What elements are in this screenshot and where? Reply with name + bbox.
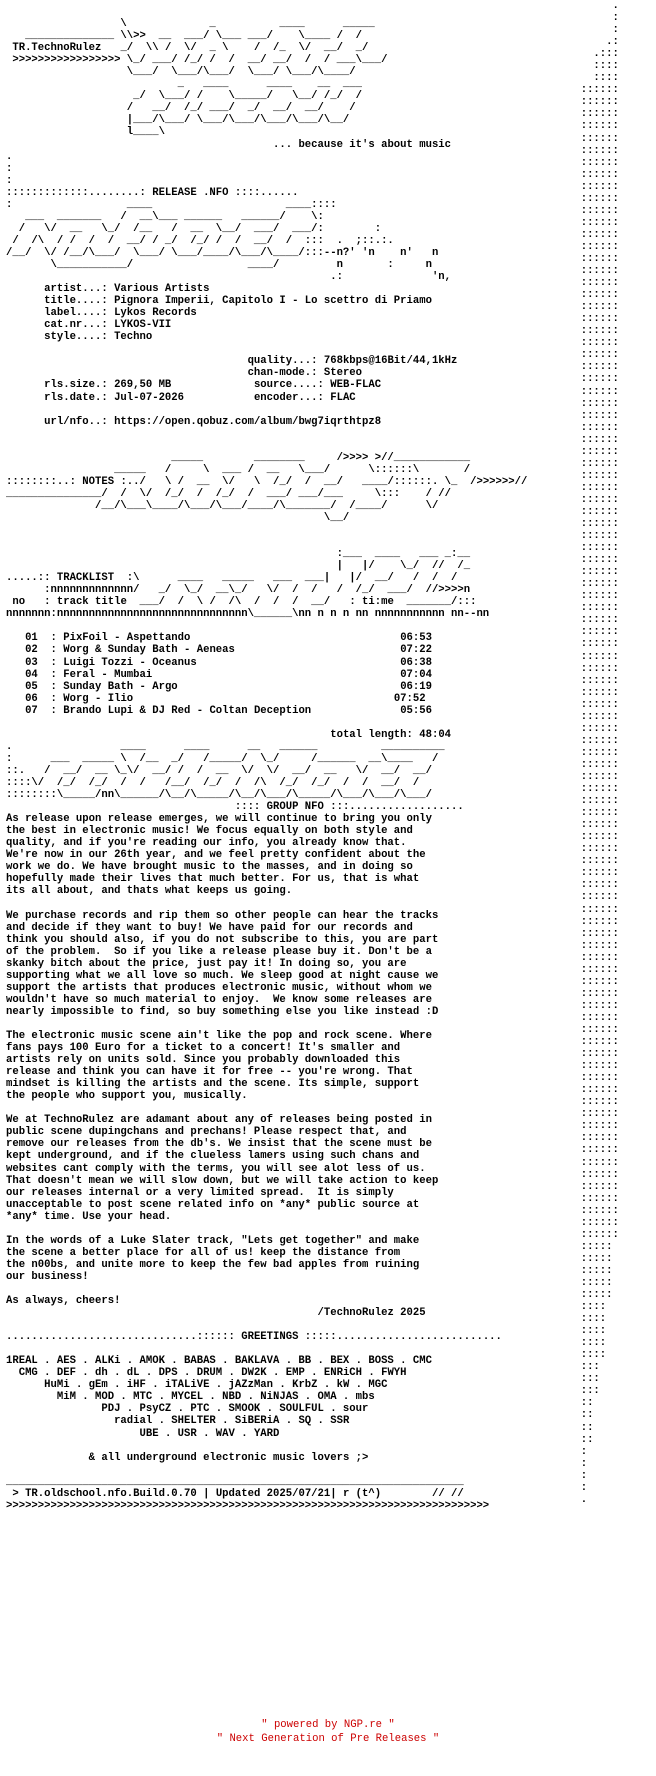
col-title: track title xyxy=(56,596,127,609)
title-value: Pignora Imperii, Capitolo I - Lo scettro di Priamo xyxy=(114,295,432,308)
col-no: no xyxy=(12,596,26,609)
greetings-closing: & all underground electronic music lovers ;> xyxy=(88,1451,369,1464)
footer xyxy=(0,1718,656,1746)
group-nfo-paragraph: The electronic music scene ain't like the pop and rock scene. Where fans pays 100 Euro for a ticket to a concert! It's smaller and artists rely on units sold. Since you probably downloaded this release and think you can have it for free -- you're wrong. That mindset is killing the artists and the scene. Its simple, support the people who support you, musically. xyxy=(6,1029,432,1103)
group-nfo-paragraph: In the words of a Luke Slater track, "Lets get together" and make the scene a better place for all of us! keep the distance from the n00bs, and unite more to keep the few bad apples from ruining our business! xyxy=(6,1234,420,1283)
greetings-block: ..............................:::::: GREETINGS :::::.......................... 1REAL . AES . ALKi . AMOK . BABAS . BAKLAVA . BB . BEX . BOSS . CMC CMG . DEF . dh . dL . DPS . DRUM . DW2K . EMP . ENRiCH . FWYH HuMi . gEm . iHF . iTALiVE . jAZzMan . KrbZ . kW . MGC MiM . MOD . MTC . MYCEL . NBD . NiNJAS . OMA . mbs PDJ . PsyCZ . PTC . SMOOK . SOULFUL . sour radial . SHELTER . SiBERiA . SQ . SSR UBE . USR . WAV . YARD & all underground electronic music lovers ;> ________________________________________________________________________ > TR.oldschool.nfo.Build.0.70 | Updated 2025/07/21| r (t^) // // >>>>>>>>>>>>>>>>>>>>>>>>>>>>>>>>>>>>>>>>>>>>>>>>>>>>>>>>>>>>>>>>>>>>>>>>>>>> xyxy=(6,1331,502,1512)
greetings-line: UBE . USR . WAV . YARD xyxy=(139,1427,280,1440)
top-logo-art: \ _ ____ _____ ______________ \\>> __ ___/ \___ ___/ \____ / / TR.TechnoRulez _/ \\ / \/ _ \ / /_ \/ __/ _/ >>>>>>>>>>>>>>>>> \_/ ___/ /_/ / / __/ __/ / / ___\___/ \___/ \___/\___/ \___/ \___/\____/ _ ____ ____ __ ___ _/ \___/ / \_____/ \__/ /_/ / / __/ /_/ ___/ _/ __/ __/ / |___/\___/ \___/\___/\___/\___/\__/ l____\ ... because it's about music xyxy=(12,18,452,151)
greetings-line: 1REAL . AES . ALKi . AMOK . BABAS . BAKLAVA . BB . BEX . BOSS . CMC xyxy=(6,1355,432,1368)
encoder-value: FLAC xyxy=(330,391,356,404)
source-value: WEB-FLAC xyxy=(330,379,382,392)
powered-by-line: " powered by NGP.re " xyxy=(261,1719,395,1731)
track-row: 07 : Brando Lupi & DJ Red - Coltan Deception 05:56 xyxy=(25,704,432,717)
tracklist-label: TRACKLIST xyxy=(56,572,115,585)
right-dotted-border: . : : .: .::: :::: :::: :::::: :::::: :::::: :::::: :::::: :::::: :::::: :::::: :::::: :::::: :::::: :::::: :::::: :::::: :::::: :::::: :::::: :::::: :::::: :::::: :::::: :::::: :::::: :::::: :::::: :::::: :::::: :::::: :::::: :::::: :::::: :::::: :::::: :::::: :::::: :::::: :::::: :::::: :::::: :::::: :::::: :::::: :::::: :::::: :::::: :::::: :::::: :::::: :::::: :::::: :::::: :::::: :::::: :::::: :::::: :::::: :::::: :::::: :::::: :::::: :::::: :::::: :::::: :::::: :::::: :::::: :::::: :::::: :::::: :::::: :::::: :::::: :::::: :::::: :::::: :::::: :::::: :::::: :::::: :::::: :::::: :::::: :::::: :::::: :::::: :::::: :::::: :::::: :::::: :::::: :::::: :::::: :::::: :::::: :::::: :::::: ::::: ::::: ::::: ::::: ::::: :::: :::: :::: :::: :::: ::: ::: ::: :: :: :: :: : : : : . xyxy=(580,0,619,1506)
greetings-line: MiM . MOD . MTC . MYCEL . NBD . NiNJAS . OMA . mbs xyxy=(56,1391,375,1404)
catnr-value: LYKOS-VII xyxy=(114,319,172,332)
ngp-link[interactable]: NGP.re xyxy=(343,1719,383,1731)
tagline: ... because it's about music xyxy=(273,138,452,151)
track-row: 01 : PixFoil - Aspettando 06:53 xyxy=(25,632,432,645)
total-length-value: 48:04 xyxy=(419,728,452,741)
greetings-line: HuMi . gEm . iHF . iTALiVE . jAZzMan . KrbZ . kW . MGC xyxy=(44,1379,388,1392)
greetings-line: CMG . DEF . dh . dL . DPS . DRUM . DW2K . EMP . ENRiCH . FWYH xyxy=(18,1367,407,1380)
greetings-line: PDJ . PsyCZ . PTC . SMOOK . SOULFUL . sour xyxy=(101,1403,369,1416)
quality-value: 768kbps@16Bit/44,1kHz xyxy=(323,355,458,368)
updated-string: Updated 2025/07/21 xyxy=(215,1487,331,1500)
group-nfo-text xyxy=(6,813,584,1319)
greetings-line: radial . SHELTER . SiBERiA . SQ . SSR xyxy=(114,1415,350,1428)
release-nfo-label: RELEASE .NFO xyxy=(152,186,229,199)
group-nfo-paragraph: As release upon release emerges, we will continue to bring you only the best in electronic music! We focus equally on both style and quality, and if you're reading our info, you already know that. We're now in our 26th year, and we feel pretty confident about the work we do. We have brought music to the masses, and in doing so hopefully made their lives that much better. For us, that is what its all about, and thats what keeps us going. xyxy=(6,813,432,898)
col-time: ti:me xyxy=(362,596,394,609)
track-row: 04 : Feral - Mumbai 07:04 xyxy=(25,668,432,681)
group-nfo-label: GROUP NFO xyxy=(266,801,324,814)
build-string: TR.oldschool.nfo.Build.0.70 xyxy=(25,1487,197,1500)
group-nfo-paragraph: We purchase records and rip them so other people can hear the tracks and decide if they want to buy! We have paid for our records and think you should also, if you do not subscribe to this, you are part of the problem. So if you like a release please buy it. Don't be a skanky bitch about the price, just pay it! In doing so, you are supporting what we all love so much. We sleep good at night cause we support the artists that produces electronic music, without whom we wouldn't have so much material to enjoy. We know some releases are nearly impossible to find, so buy something else you like instead :D xyxy=(6,909,439,1018)
chan-mode-value: Stereo xyxy=(323,367,363,380)
rls-date-value: Jul-07-2026 xyxy=(114,391,185,404)
release-nfo-header: . : : :::::::::::::........: RELEASE .NFO ::::...... : ____ ____:::: ___ _______ / __\___ ______ ______/ \: / \/ __ \_/ /__ / __ \__/ ___/ ___/: : / /\ / / / / __/ / _/ /_/ / / __/ / ::: . ;::.:. /__/ \/ /__/\___/ \___/ \___/____/\___/\____/:::--n?' 'n n' n \___________/ ____/ n : n .: 'n, xyxy=(6,150,452,284)
track-row: 05 : Sunday Bath - Argo 06:19 xyxy=(25,680,432,693)
group-nfo-header: . ____ ____ __ ______ __________ : ___ _____ \ /__ _/ /_____/ \_/ /______ __\____ / ::. / __/ __ \_\/ __/ / / __ \/ \/ __/ __ \/ __/ __/ ::::\/ /_/ /_/ / / /__/ /_/ / /\ /_/ /_/ / / __/ / ::::::::\_____/nn\______/\__/\_____/\__/\___/\_____/\___/\___/\___/ :::: GROUP NFO :::.................. xyxy=(6,740,464,814)
url-value: https://open.qobuz.com/album/bwg7iqrthtpz8 xyxy=(114,415,382,428)
rls-size-value: 269,50 MB xyxy=(114,379,172,392)
track-row: 06 : Worg - Ilio 07:52 xyxy=(25,692,426,705)
notes-label: NOTES xyxy=(82,475,115,488)
style-value: Techno xyxy=(114,331,153,344)
nfo-document xyxy=(6,6,584,1696)
track-row: 02 : Worg & Sunday Bath - Aeneas 07:22 xyxy=(25,644,432,657)
signature: /TechnoRulez 2025 xyxy=(317,1307,426,1320)
group-nfo-paragraph: We at TechnoRulez are adamant about any of releases being posted in public scene dupingchans and prechans! Please respect that, and remove our releases from the db's. We insist that the scene must be kept underground, and if the clueless lamers using such chans and websites cant comply with the terms, you will see alot less of us. That doesn't mean we will slow down, but we will take action to keep our releases internal or a very limited spread. It is simply unacceptable to post scene related info on *any* public source at *any* time. Use your head. xyxy=(6,1114,439,1223)
release-info-block: artist...: Various Artists title....: Pignora Imperii, Capitolo I - Lo scettro di Priamo label....: Lykos Records cat.nr...: LYKOS-VII style....: Techno quality...: 768kbps@16Bit/44,1kHz chan-mode.: Stereo rls.size.: 269,50 MB source....: WEB-FLAC rls.date.: Jul-07-2026 encoder...: FLAC url/nfo..: https://open.qobuz.com/album/bwg7iqrthtpz8 xyxy=(6,283,458,428)
track-row: 03 : Luigi Tozzi - Oceanus 06:38 xyxy=(25,656,432,669)
total-length-label: total length: xyxy=(330,728,413,741)
notes-header: _____ ________ />>>> >//____________ _____ / \ ___ / __ \___/ \::::::\ / ::::::::..: NOTES :../ \ / __ \/ \ /_/ / __/ ____/::::::. \_ />>>>>>// _______________/ / \/ /_/ / /_/ / ___/ ___/___ \::: / // /__/\___\____/\___/\___/____/\_______/ /____/ \/ \__/ :___ ____ ___ _:__ | |/ \_/ // /_ xyxy=(6,451,528,573)
greetings-label: GREETINGS xyxy=(241,1331,299,1344)
label-value: Lykos Records xyxy=(114,307,197,320)
group-nfo-paragraph: As always, cheers! xyxy=(6,1295,121,1308)
tracklist-block: .....:: TRACKLIST :\ ____ _____ ___ ___| |/ __/ / / / :nnnnnnnnnnnnn/ _/ \_/ __\_/ \/ / / / /_/ ___/ //>>>>n no : track title ___/ / \ / /\ / / / __/ : ti:me _______/::: nnnnnnn:nnnnnnnnnnnnnnnnnnnnnnnnnnnnnn\______\nn n n n nn nnnnnnnnnnn nn--nn 01 : PixFoil - Aspettando 06:53 02 : Worg & Sunday Bath - Aeneas 07:22 03 : Luigi Tozzi - Oceanus 06:38 04 : Feral - Mumbai 07:04 05 : Sunday Bath - Argo 06:19 06 : Worg - Ilio 07:52 07 : Brando Lupi & DJ Red - Coltan Deception 05:56 total length: 48:04 xyxy=(6,572,584,741)
footer-tagline: " Next Generation of Pre Releases " xyxy=(216,1733,440,1745)
artist-value: Various Artists xyxy=(114,283,210,296)
brand-name: TR.TechnoRulez xyxy=(12,42,102,55)
